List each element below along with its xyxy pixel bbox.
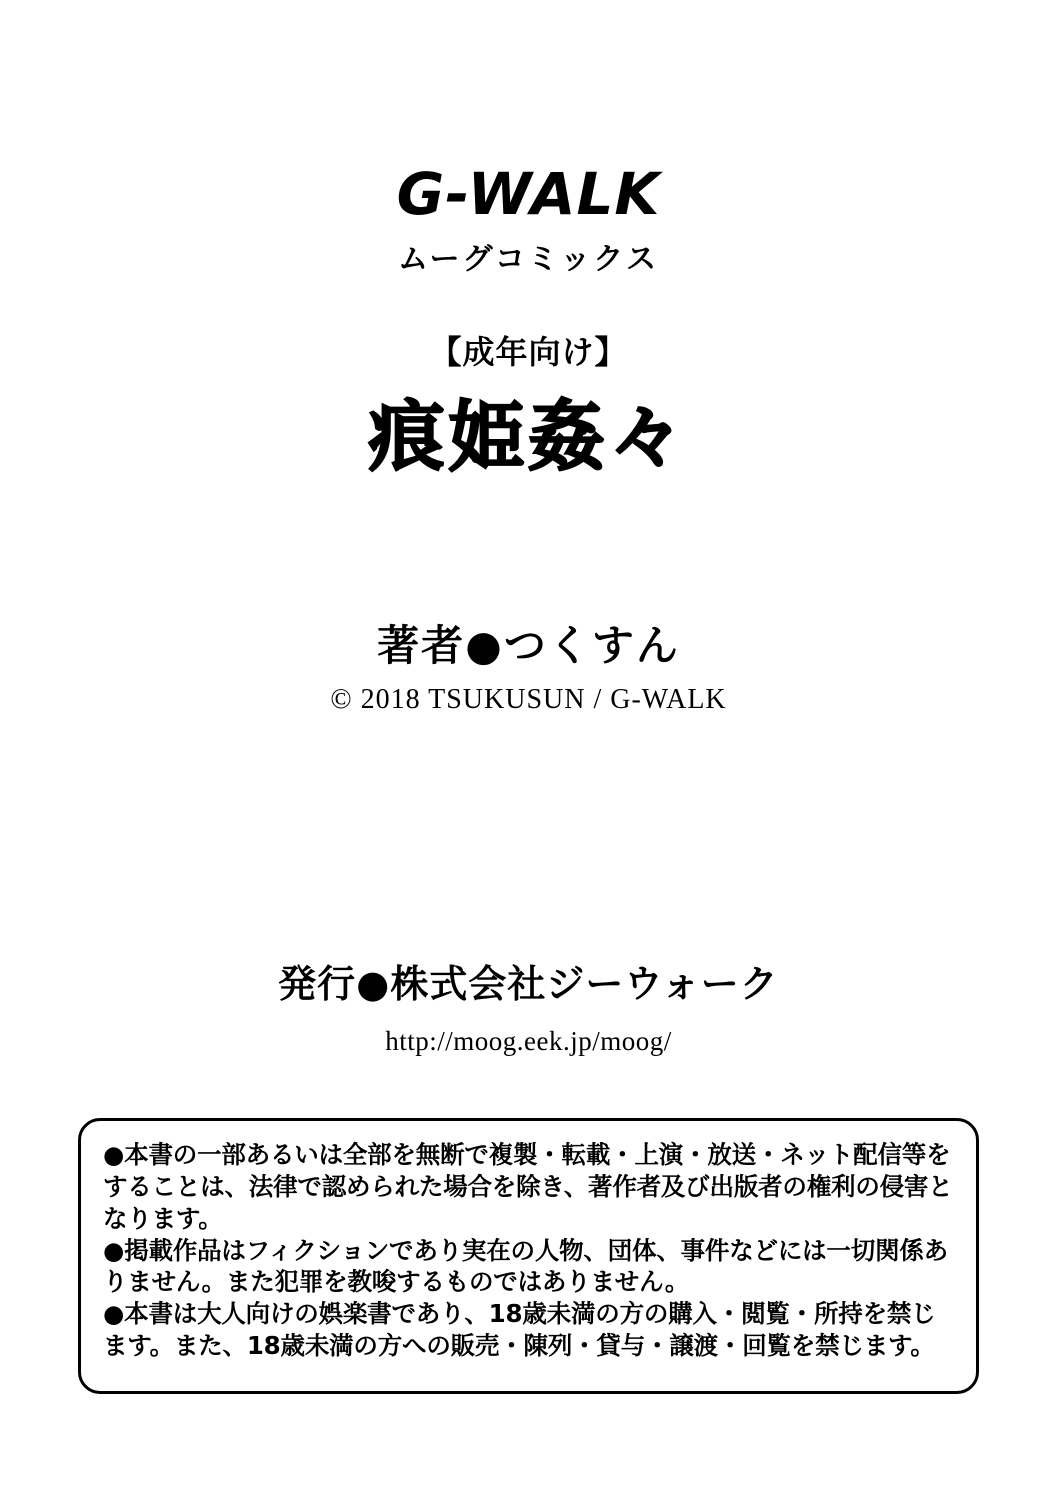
author-line: 著者●つくすん xyxy=(377,621,680,670)
publisher-url: http://moog.eek.jp/moog/ xyxy=(385,1026,672,1056)
legal-notice-paragraph: ●掲載作品はフィクションであり実在の人物、団体、事件などには一切関係ありません。また犯罪を教唆するものではありません。 xyxy=(103,1235,948,1297)
age-rating-label: 【成年向け】 xyxy=(429,333,628,371)
legal-notice-box xyxy=(78,1118,979,1394)
imprint-logo: G-WALK xyxy=(396,160,661,228)
publisher-line: 発行●株式会社ジーウォーク xyxy=(278,962,779,1006)
copyright-notice: © 2018 TSUKUSUN / G-WALK xyxy=(330,684,727,715)
legal-notice-paragraph: ●本書は大人向けの娯楽書であり、18歳未満の方の購入・閲覧・所持を禁じます。また、18歳未満の方への販売・陳列・貸与・譲渡・回覧を禁じます。 xyxy=(103,1299,936,1361)
imprint-logo-subtitle: ムーグコミックス xyxy=(398,242,659,277)
legal-notice-paragraph: ●本書の一部あるいは全部を無断で複製・転載・上演・放送・ネット配信等をすることは、法律で認められた場合を除き、著作者及び出版者の権利の侵害となります。 xyxy=(103,1140,953,1233)
page-title: 痕姫姦々 xyxy=(368,392,689,481)
